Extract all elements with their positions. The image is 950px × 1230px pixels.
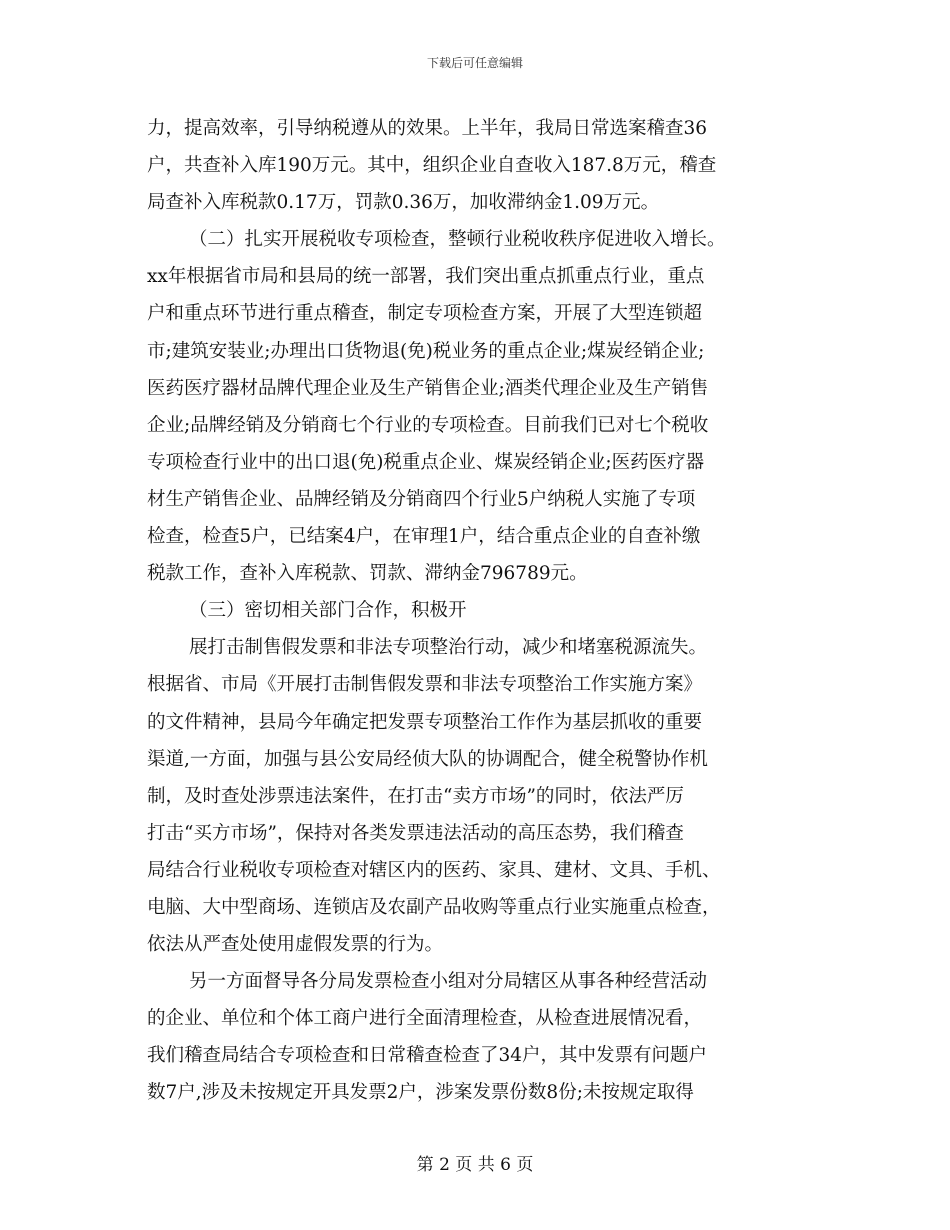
text-line: 户，共查补入库190万元。其中，组织企业自查收入187.8万元，稽查: [147, 155, 717, 177]
text-line: 力，提高效率，引导纳税遵从的效果。上半年，我局日常选案稽查36: [147, 118, 708, 139]
text-line: 专项检查行业中的出口退(免)税重点企业、煤炭经销企业;医药医疗器: [147, 451, 705, 473]
page-header: 下载后可任意编辑: [426, 56, 523, 70]
text-line: 市;建筑安装业;办理出口货物退(免)税业务的重点企业;煤炭经销企业;: [147, 340, 705, 362]
text-line: 制，及时查处涉票违法案件，在打击“卖方市场”的同时，依法严厉: [147, 785, 684, 807]
text-line: 医药医疗器材品牌代理企业及生产销售企业;酒类代理企业及生产销售: [147, 377, 709, 399]
text-line: 的企业、单位和个体工商户进行全面清理检查，从检查进展情况看，: [147, 1008, 703, 1030]
text-line: 依法从严查处使用虚假发票的行为。: [147, 934, 444, 956]
document-body: [147, 110, 807, 1112]
text-line: 电脑、大中型商场、连锁店及农副产品收购等重点行业实施重点检查，: [147, 896, 721, 918]
page-number-footer: 第 2 页 共 6 页: [416, 1155, 534, 1175]
text-line: 打击“买方市场”，保持对各类发票违法活动的高压态势，我们稽查: [147, 822, 684, 844]
text-line: xx年根据省市局和县局的统一部署，我们突出重点抓重点行业，重点: [147, 266, 705, 288]
text-line: 税款工作，查补入库税款、罚款、滞纳金796789元。: [147, 563, 588, 585]
text-line: 企业;品牌经销及分销商七个行业的专项检查。目前我们已对七个税收: [147, 414, 709, 436]
text-line: 户和重点环节进行重点稽查，制定专项检查方案，开展了大型连锁超: [147, 303, 703, 325]
text-line: 检查，检查5户，已结案4户，在审理1户，结合重点企业的自查补缴: [147, 526, 701, 548]
text-line: 材生产销售企业、品牌经销及分销商四个行业5户纳税人实施了专项: [147, 488, 696, 510]
text-line: 的文件精神，县局今年确定把发票专项整治工作作为基层抓收的重要: [147, 711, 703, 733]
text-line: 局查补入库税款0.17万，罚款0.36万，加收滞纳金1.09万元。: [147, 192, 660, 214]
text-line: 局结合行业税收专项检查对辖区内的医药、家具、建材、文具、手机、: [147, 859, 721, 881]
text-line: 展打击制售假发票和非法专项整治行动，减少和堵塞税源流失。: [189, 637, 708, 659]
section-heading-3: （三）密切相关部门合作，积极开: [189, 600, 467, 622]
text-line: 根据省、市局《开展打击制售假发票和非法专项整治工作实施方案》: [147, 674, 703, 696]
text-line: 我们稽查局结合专项检查和日常稽查检查了34户，其中发票有问题户: [147, 1045, 708, 1067]
section-heading-2: （二）扎实开展税收专项检查，整顿行业税收秩序促进收入增长。: [189, 229, 726, 251]
text-line: 数7户,涉及未按规定开具发票2户，涉案发票份数8份;未按规定取得: [147, 1082, 694, 1104]
text-line: 另一方面督导各分局发票检查小组对分局辖区从事各种经营活动: [189, 971, 708, 993]
text-line: 渠道,一方面，加强与县公安局经侦大队的协调配合，健全税警协作机: [147, 748, 708, 770]
